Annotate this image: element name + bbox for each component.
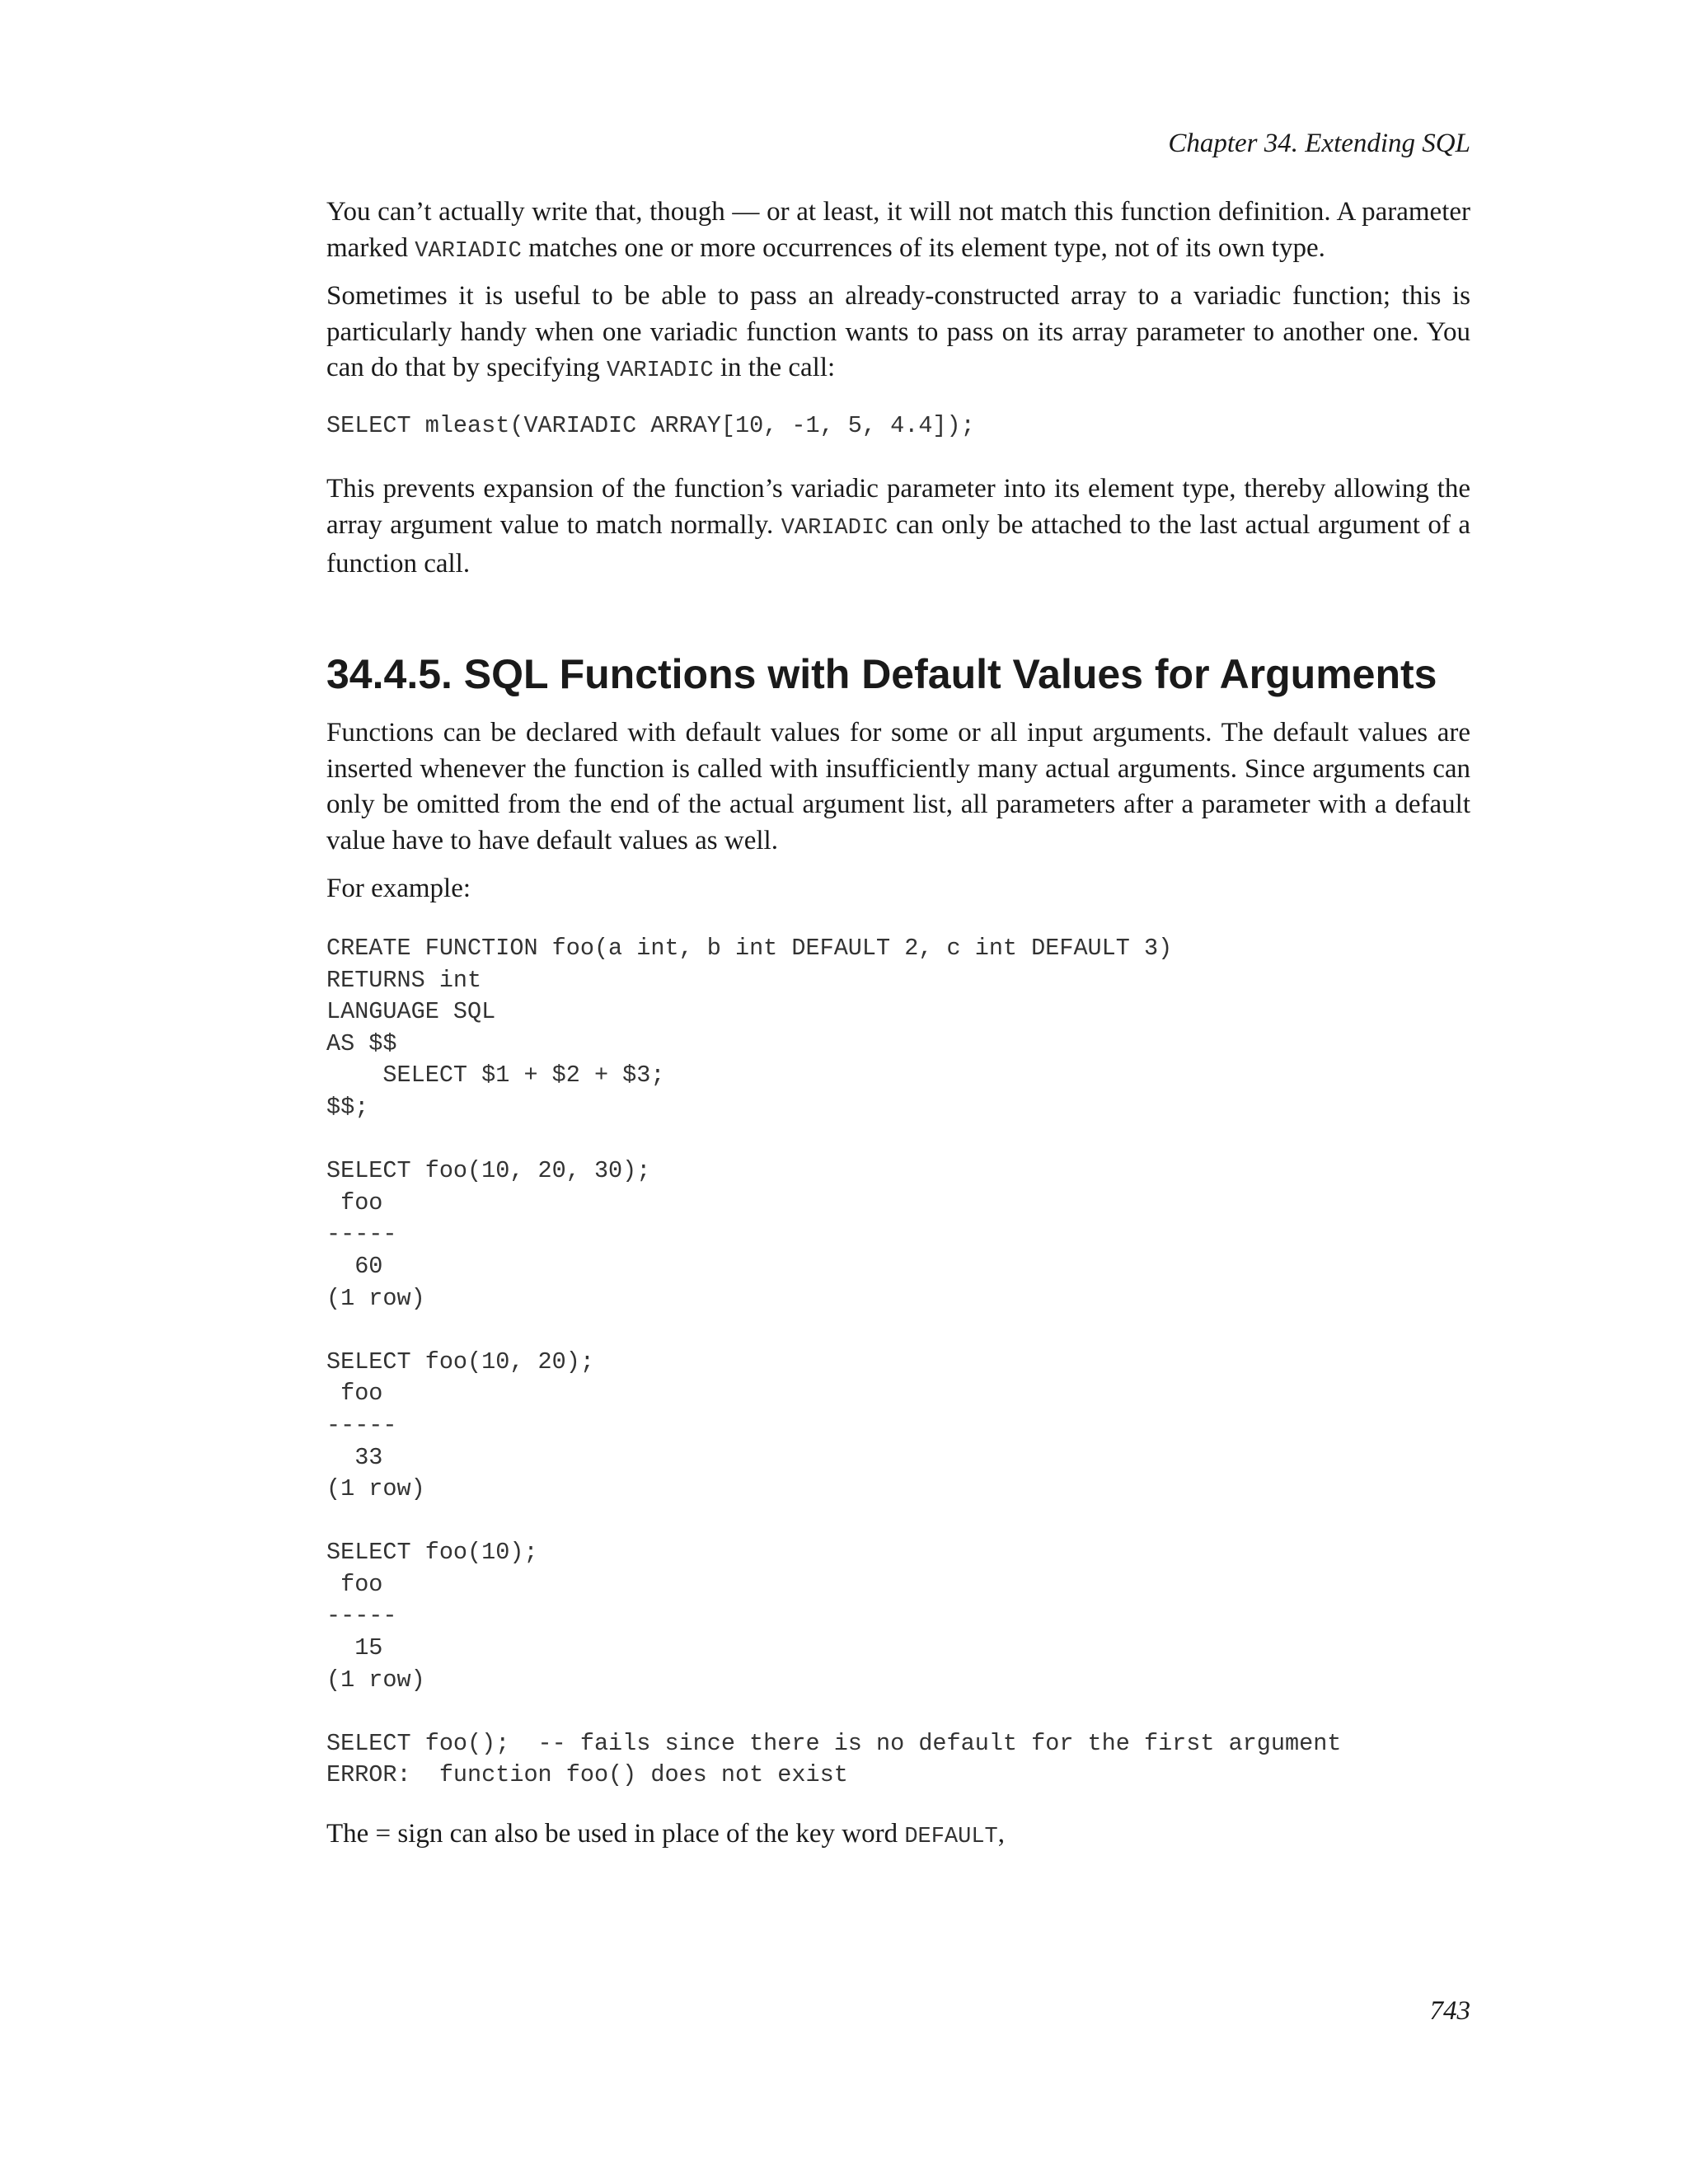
paragraph-text: in the call: — [713, 353, 836, 382]
paragraph-text: This prevents expansion of the function’s variadic parameter into its element type, thereby allowing the array argument value to match normally. — [326, 474, 1470, 540]
paragraph-variadic-mismatch — [326, 194, 1470, 269]
code-block-default-example: CREATE FUNCTION foo(a int, b int DEFAULT 2, c int DEFAULT 3) RETURNS int LANGUAGE SQL AS $$ SELECT $1 + $2 + $3; $$; SELECT foo(10, 20, 30); foo ----- 60 (1 row) SELECT foo(10, 20); foo ----- 33 (1 row) SELECT foo(10); foo ----- 15 (1 row) SELECT foo(); -- fails since there is no default for the first argument ERROR: function foo() does not exist — [326, 935, 1342, 1789]
paragraph-text: Sometimes it is useful to be able to pass an already-constructed array to a variadic function; this is particularly handy when one variadic function wants to pass on its array parameter to another one. You can do that by specifying — [326, 281, 1470, 382]
paragraph-default-values: Functions can be declared with default values for some or all input arguments. The default values are inserted whenever the function is called with insufficiently many actual arguments. Since arguments can only be omitted from the end of the actual argument list, all parameters after a parameter with a default value have to have default values as well. — [326, 718, 1470, 855]
paragraph-text: The = sign can also be used in place of the key word — [326, 1819, 905, 1849]
paragraph-text: You can’t actually write that, though — or at least, it will not match this function definition. A parameter marked — [326, 197, 1470, 263]
paragraph-prevents-expansion — [326, 471, 1470, 583]
paragraph-pass-array — [326, 279, 1470, 390]
inline-code-variadic: VARIADIC — [607, 359, 714, 383]
page-number: 743 — [1429, 1996, 1470, 2026]
chapter-header: Chapter 34. Extending SQL — [1168, 129, 1470, 158]
paragraph-equals-sign — [326, 1816, 1470, 1856]
section-heading: 34.4.5. SQL Functions with Default Values for Arguments — [326, 651, 1437, 697]
inline-code-variadic: VARIADIC — [781, 515, 889, 541]
paragraph-text: can only be attached to the last actual argument of a function call. — [326, 509, 1470, 579]
inline-code-default: DEFAULT — [904, 1825, 998, 1849]
code-block-variadic-call: SELECT mleast(VARIADIC ARRAY[10, -1, 5, 4.4]); — [326, 412, 975, 439]
paragraph-text: , — [997, 1819, 1005, 1849]
paragraph-text: matches one or more occurrences of its element type, not of its own type. — [521, 232, 1325, 263]
paragraph-for-example: For example: — [326, 874, 471, 903]
inline-code-variadic: VARIADIC — [415, 238, 522, 264]
